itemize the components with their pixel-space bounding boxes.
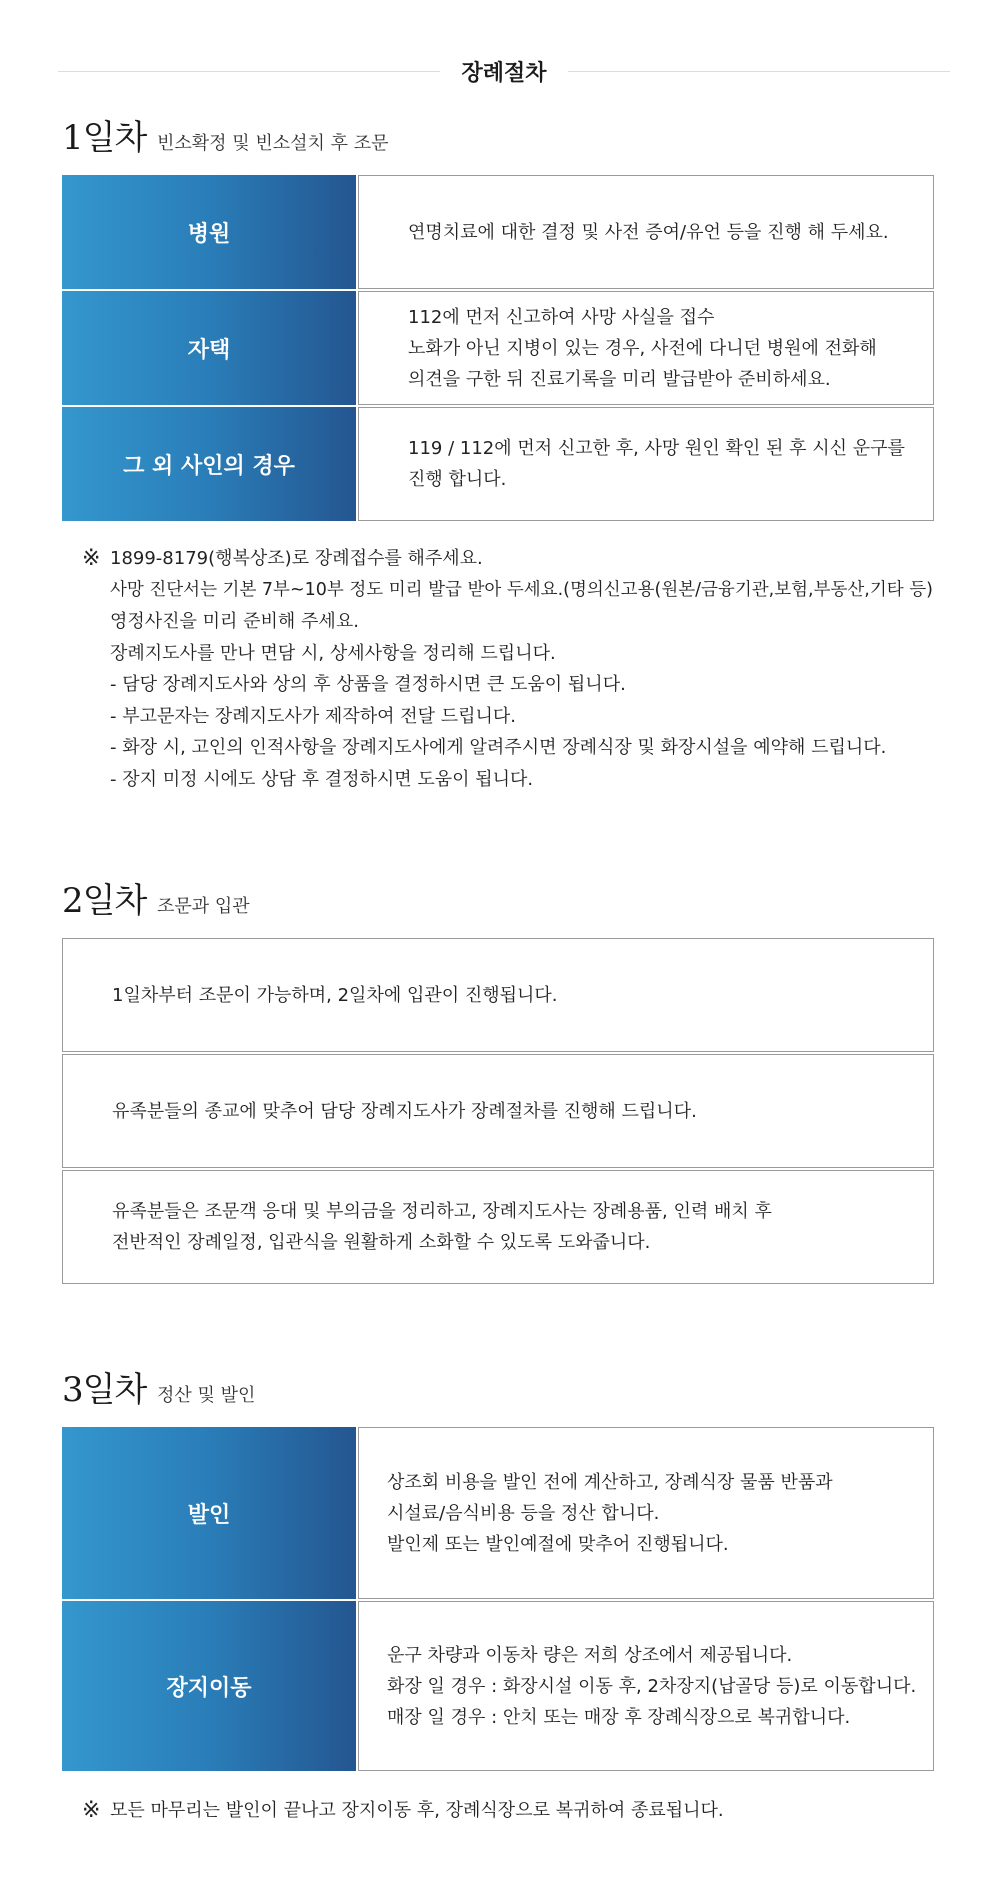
day2-subtitle: 조문과 입관 [157,896,250,917]
content-line: 1일차부터 조문이 가능하며, 2일차에 입관이 진행됩니다. [112,984,558,1006]
content-line: 전반적인 장례일정, 입관식을 원활하게 소화할 수 있도록 도와줍니다. [112,1232,651,1253]
row-content [358,407,934,521]
content-line: 119 / 112에 먼저 신고한 후, 사망 원인 확인 된 후 시신 운구를 [408,438,905,459]
content-line: 진행 합니다. [408,469,507,490]
day2-row-1 [62,938,934,1052]
content-line: 화장 일 경우 : 화장시설 이동 후, 2차장지(납골당 등)로 이동합니다. [387,1675,917,1697]
content-line: 노화가 아닌 지병이 있는 경우, 사전에 다니던 병원에 전화해 [408,337,877,359]
day3-number: 3일차 [62,1370,147,1410]
day1-subtitle: 빈소확정 및 빈소설치 후 조문 [157,133,389,154]
row-content [358,1427,934,1599]
row-content [358,1601,934,1771]
content-line: 연명치료에 대한 결정 및 사전 증여/유언 등을 진행 해 두세요. [408,221,889,243]
note-line: 1899-8179(행복상조)로 장례접수를 해주세요. [110,548,483,569]
note-line: - 장지 미정 시에도 상담 후 결정하시면 도움이 됩니다. [110,768,534,790]
day1-notes [62,543,934,795]
day2-section [62,878,934,1286]
day3-heading [62,1367,934,1417]
day3-row-departure [62,1427,934,1599]
day1-row-other [62,407,934,521]
content-line: 매장 일 경우 : 안치 또는 매장 후 장례식장으로 복귀합니다. [387,1706,851,1728]
day2-row-3 [62,1170,934,1284]
day3-subtitle: 정산 및 발인 [157,1385,256,1406]
content-line: 발인제 또는 발인예절에 맞추어 진행됩니다. [387,1533,729,1555]
day2-heading [62,878,934,928]
note-line: 영정사진을 미리 준비해 주세요. [110,611,359,632]
row-label: 자택 [62,291,356,405]
content-line: 시설료/음식비용 등을 정산 합니다. [387,1502,660,1524]
content-line: 유족분들의 종교에 맞추어 담당 장례지도사가 장례절차를 진행해 드립니다. [112,1100,697,1122]
day3-notes [62,1795,934,1827]
note-line: - 화장 시, 고인의 인적사항을 장례지도사에게 알려주시면 장례식장 및 화장시설을 예약해 드립니다. [110,737,887,758]
note-line: - 담당 장례지도사와 상의 후 상품을 결정하시면 큰 도움이 됩니다. [110,674,626,695]
note-line: 모든 마무리는 발인이 끝나고 장지이동 후, 장례식장으로 복귀하여 종료됩니다. [110,1800,724,1821]
page-title: 장례절차 [461,61,547,86]
title-divider-right [568,71,950,72]
day3-table [62,1427,934,1771]
content-line: 상조회 비용을 발인 전에 계산하고, 장례식장 물품 반품과 [387,1471,833,1493]
day2-row-2 [62,1054,934,1168]
note-line: 사망 진단서는 기본 7부~10부 정도 미리 발급 받아 두세요.(명의신고용(원본/금융기관,보험,부동산,기타 등) [110,579,933,600]
row-label: 그 외 사인의 경우 [62,407,356,521]
day1-table [62,175,934,521]
content-line: 유족분들은 조문객 응대 및 부의금을 정리하고, 장례지도사는 장례용품, 인력 배치 후 [112,1201,772,1222]
row-label: 발인 [62,1427,356,1599]
day1-section [62,115,934,795]
day1-row-home [62,291,934,405]
day3-row-burial-move [62,1601,934,1771]
note-mark-icon: ※ [82,1798,101,1823]
day1-heading [62,115,934,165]
note-line: - 부고문자는 장례지도사가 제작하여 전달 드립니다. [110,705,516,727]
day2-number: 2일차 [62,881,147,921]
day3-section [62,1367,934,1827]
row-label: 병원 [62,175,356,289]
page-title-row [58,50,950,90]
note-line: 장례지도사를 만나 면담 시, 상세사항을 정리해 드립니다. [110,642,556,664]
day1-number: 1일차 [62,118,147,158]
content-line: 의견을 구한 뒤 진료기록을 미리 발급받아 준비하세요. [408,368,831,390]
content-line: 112에 먼저 신고하여 사망 사실을 접수 [408,306,715,328]
content-line: 운구 차량과 이동차 량은 저희 상조에서 제공됩니다. [387,1644,793,1666]
row-label: 장지이동 [62,1601,356,1771]
day1-row-hospital [62,175,934,289]
note-mark-icon: ※ [82,546,101,571]
row-content [358,291,934,405]
row-content [358,175,934,289]
